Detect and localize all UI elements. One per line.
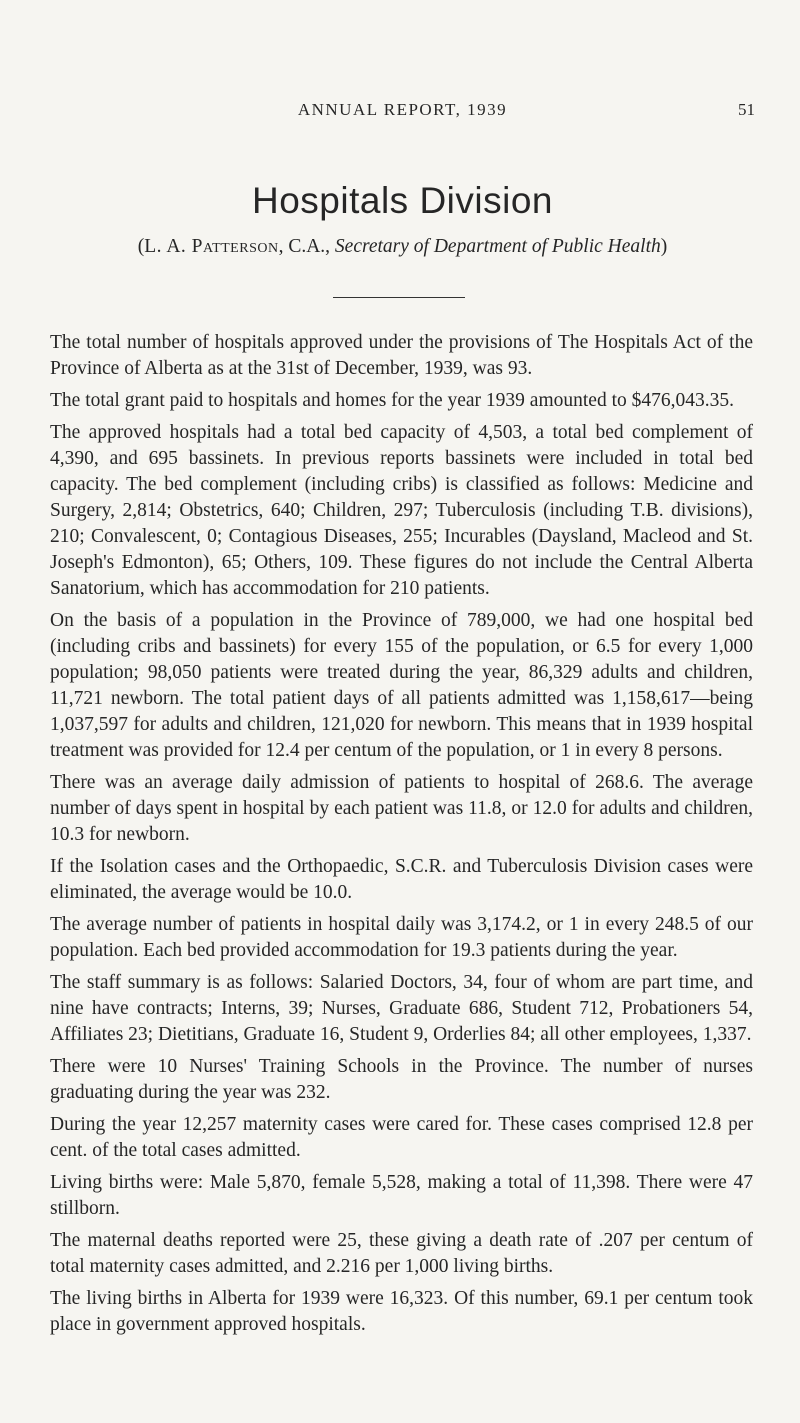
page-title: Hospitals Division xyxy=(252,180,553,221)
section-divider xyxy=(333,297,465,298)
paragraph: The maternal deaths reported were 25, these giving a death rate of .207 per centum of total maternity cases admitted, and 2.216 per 1,000 living births. xyxy=(50,1230,753,1277)
paragraph: There was an average daily admission of patients to hospital of 268.6. The average number of days spent in hospital by each patient was 11.8, or 12.0 for adults and children, 10.3 for newborn. xyxy=(50,772,753,845)
byline-close: ) xyxy=(660,236,668,257)
byline-author: L. A. Patterson xyxy=(144,236,279,257)
paragraph: If the Isolation cases and the Orthopaedic, S.C.R. and Tuberculosis Division cases were eliminated, the average would be 10.0. xyxy=(50,856,753,903)
paragraph: The living births in Alberta for 1939 were 16,323. Of this number, 69.1 per centum took place in government approved hospitals. xyxy=(50,1288,753,1335)
paragraph: The average number of patients in hospital daily was 3,174.2, or 1 in every 248.5 of our population. Each bed provided accommodation for 19.3 patients during the year. xyxy=(50,914,753,961)
body-text xyxy=(50,330,753,1344)
paragraph: On the basis of a population in the Province of 789,000, we had one hospital bed (including cribs and bassinets) for every 155 of the population, or 6.5 for every 1,000 population; 98,050 patients were treated during the year, 86,329 adults and children, 11,721 newborn. The total patient days of all patients admitted was 1,158,617—being 1,037,597 for adults and children, 121,020 for newborn. This means that in 1939 hospital treatment was provided for 12.4 per centum of the population, or 1 in every 8 persons. xyxy=(50,610,753,761)
byline-position: Secretary of Department of Public Health xyxy=(334,236,661,257)
paragraph: During the year 12,257 maternity cases were cared for. These cases comprised 12.8 per cent. of the total cases admitted. xyxy=(50,1114,753,1161)
paragraph: The approved hospitals had a total bed capacity of 4,503, a total bed complement of 4,390, and 695 bassinets. In previous reports bassinets were included in total bed capacity. The bed complement (including cribs) is classified as follows: Medicine and Surgery, 2,814; Obstetrics, 640; Children, 297; Tuberculosis (including T.B. divisions), 210; Convalescent, 0; Contagious Diseases, 255; Incurables (Daysland, Macleod and St. Joseph's Edmonton), 65; Others, 109. These figures do not include the Central Alberta Sanatorium, which has accommodation for 210 patients. xyxy=(50,422,753,599)
paragraph: There were 10 Nurses' Training Schools in the Province. The number of nurses graduating during the year was 232. xyxy=(50,1056,753,1103)
paragraph: The total number of hospitals approved under the provisions of The Hospitals Act of the Province of Alberta as at the 31st of December, 1939, was 93. xyxy=(50,332,753,379)
page-number: 51 xyxy=(738,100,755,119)
running-title: ANNUAL REPORT, 1939 xyxy=(297,100,508,119)
running-head xyxy=(50,100,755,130)
paragraph: The total grant paid to hospitals and homes for the year 1939 amounted to $476,043.35. xyxy=(50,390,734,411)
byline xyxy=(50,236,755,258)
paragraph: Living births were: Male 5,870, female 5,528, making a total of 11,398. There were 47 stillborn. xyxy=(50,1172,753,1219)
byline-open: ( xyxy=(137,236,145,257)
paragraph: The staff summary is as follows: Salaried Doctors, 34, four of whom are part time, and nine have contracts; Interns, 39; Nurses, Graduate 686, Student 712, Probationers 54, Affiliates 23; Dietitians, Graduate 16, Student 9, Orderlies 84; all other employees, 1,337. xyxy=(50,972,753,1045)
byline-credential: , C.A., xyxy=(278,236,335,257)
